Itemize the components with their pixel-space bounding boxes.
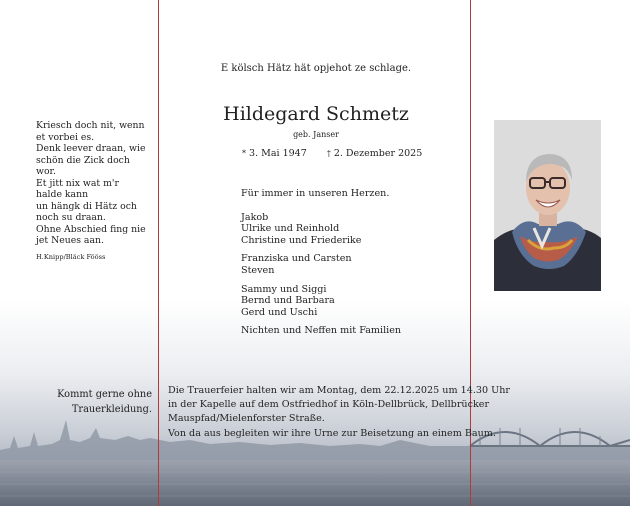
- birth-symbol: *: [242, 149, 246, 158]
- poem-line: Denk leever draan, wie: [36, 143, 146, 154]
- poem-line: noch su draan.: [36, 212, 106, 223]
- service-line: Von da aus begleiten wir ihre Urne zur Beisetzung an einem Baum.: [168, 427, 496, 439]
- mourner-group: [241, 253, 401, 276]
- mourner-line: Ulrike und Reinhold: [241, 223, 340, 235]
- mourners-list: [241, 188, 401, 344]
- service-line: Mauspfad/Mielenforster Straße.: [168, 413, 325, 425]
- death-symbol: †: [326, 149, 331, 158]
- poem-line: halde kann: [36, 189, 89, 200]
- attire-note-line: Trauerkleidung.: [71, 404, 152, 415]
- poem-line: et vorbei es.: [36, 131, 95, 143]
- maiden-name: geb. Janser: [293, 130, 339, 139]
- poem-credit: H.Knipp/Bläck Fööss: [36, 253, 106, 261]
- mourner-group: [241, 188, 401, 200]
- poem-line: schön die Zick doch: [36, 154, 130, 166]
- life-dates: [242, 148, 422, 159]
- birth-date: 3. Mai 1947: [249, 148, 307, 159]
- attire-note-line: Kommt gerne ohne: [57, 389, 152, 400]
- poem-line: jet Neues aan.: [36, 235, 104, 246]
- poem-line: un hängk di Hätz och: [36, 200, 137, 212]
- mourner-line: Sammy und Siggi: [241, 283, 327, 295]
- mourner-group: [241, 284, 401, 319]
- attire-note: [57, 387, 152, 417]
- mourner-line: Gerd und Uschi: [241, 306, 318, 318]
- mourner-group: [241, 212, 401, 247]
- divider-line-left: [158, 0, 159, 506]
- service-line: in der Kapelle auf dem Ostfriedhof in Köln-Dellbrück, Dellbrücker: [168, 399, 490, 411]
- mourner-line: Nichten und Neffen mit Familien: [241, 325, 402, 337]
- deceased-name: Hildegard Schmetz: [223, 103, 409, 125]
- mourner-group: [241, 325, 401, 337]
- mourner-line: Bernd und Barbara: [241, 295, 335, 307]
- poem-line: wor.: [36, 166, 56, 177]
- service-info: [168, 384, 510, 441]
- death-date: 2. Dezember 2025: [333, 148, 423, 159]
- mourner-line: Für immer in unseren Herzen.: [241, 188, 390, 199]
- poem-line: Et jitt nix wat m'r: [36, 177, 119, 189]
- mourner-line: Jakob: [241, 211, 269, 223]
- headline: E kölsch Hätz hät opjehot ze schlage.: [220, 63, 412, 74]
- service-line: Die Trauerfeier halten wir am Montag, dem 22.12.2025 um 14.30 Uhr: [168, 385, 510, 396]
- mourner-line: Franziska und Carsten: [241, 253, 352, 265]
- portrait-photo: [494, 120, 601, 291]
- poem-line: Ohne Abschied fing nie: [36, 223, 146, 235]
- portrait-icon: [494, 120, 601, 291]
- poem-line: Kriesch doch nit, wenn: [36, 120, 145, 131]
- mourner-line: Christine und Friederike: [241, 234, 362, 246]
- poem: [36, 120, 148, 247]
- mourner-line: Steven: [241, 264, 275, 276]
